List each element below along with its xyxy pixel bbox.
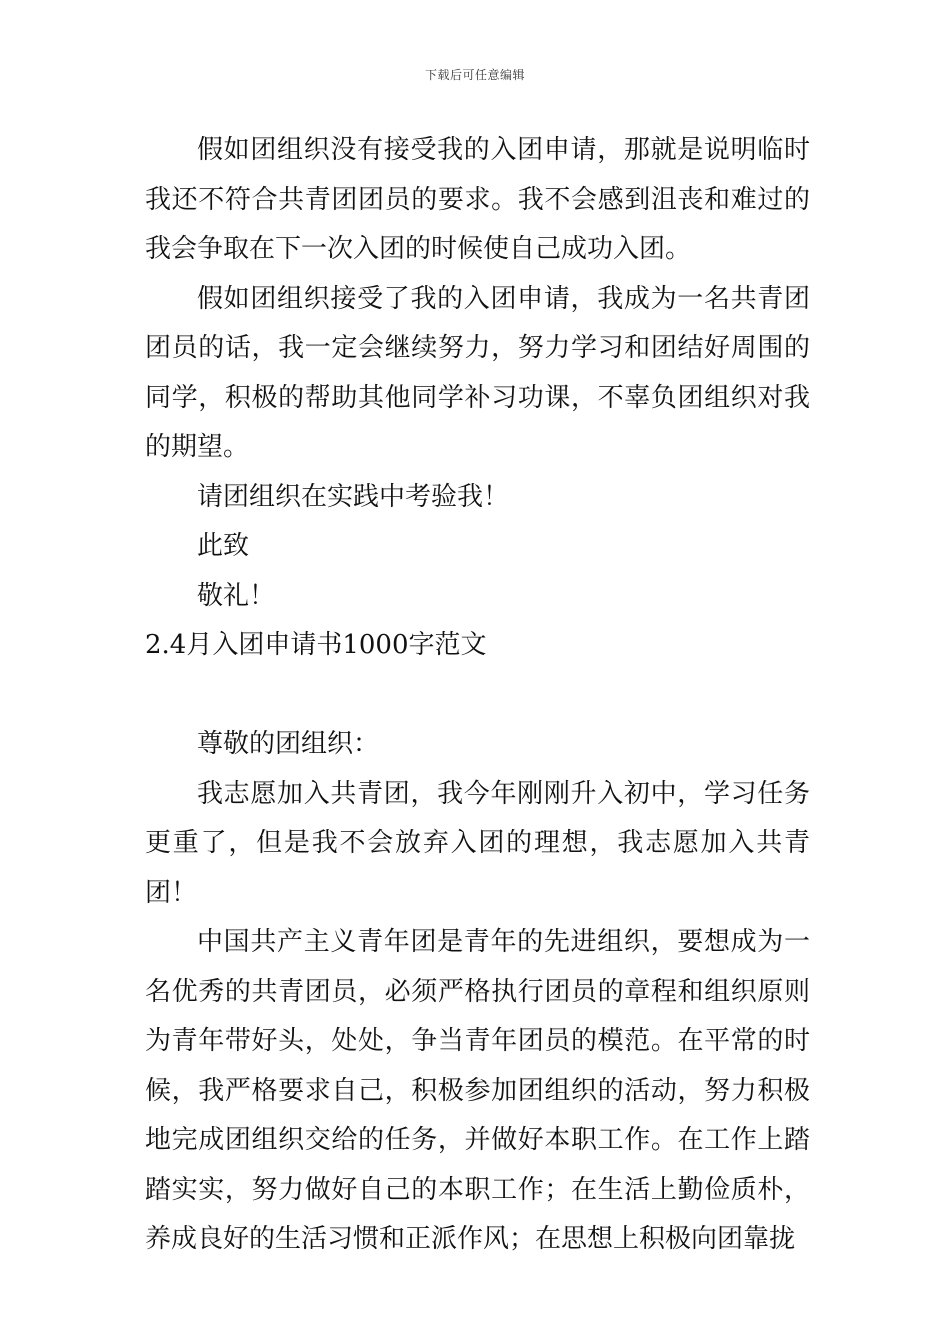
paragraph-1: 假如团组织没有接受我的入团申请，那就是说明临时我还不符合共青团团员的要求。我不会感到沮丧和难过的我会争取在下一次入团的时候使自己成功入团。 [145, 135, 810, 264]
section-heading: 2.4月入团申请书1000字范文 [145, 630, 487, 660]
paragraph-4: 我志愿加入共青团，我今年刚刚升入初中，学习任务更重了，但是我不会放弃入团的理想，我志愿加入共青团！ [145, 778, 810, 908]
paragraph-5: 中国共产主义青年团是青年的先进组织，要想成为一名优秀的共青团员，必须严格执行团员的章程和组织原则为青年带好头，处处，争当青年团员的模范。在平常的时候，我严格要求自己，积极参加团组织的活动，努力积极地完成团组织交给的任务，并做好本职工作。在工作上踏踏实实，努力做好自己的本职工作；在生活上勤俭质朴，养成良好的生活习惯和正派作风；在思想上积极向团靠拢 [145, 927, 810, 1254]
header-note: 下载后可任意编辑 [424, 68, 525, 82]
closing-line-2: 敬礼！ [197, 580, 276, 611]
paragraph-3: 请团组织在实践中考验我！ [197, 481, 510, 512]
greeting: 尊敬的团组织： [197, 729, 380, 759]
paragraph-2: 假如团组织接受了我的入团申请，我成为一名共青团团员的话，我一定会继续努力，努力学习和团结好周围的同学，积极的帮助其他同学补习功课，不辜负团组织对我的期望。 [145, 283, 810, 462]
document-body [145, 126, 810, 1265]
blank-line [145, 671, 810, 721]
closing-line-1: 此致 [197, 531, 250, 561]
